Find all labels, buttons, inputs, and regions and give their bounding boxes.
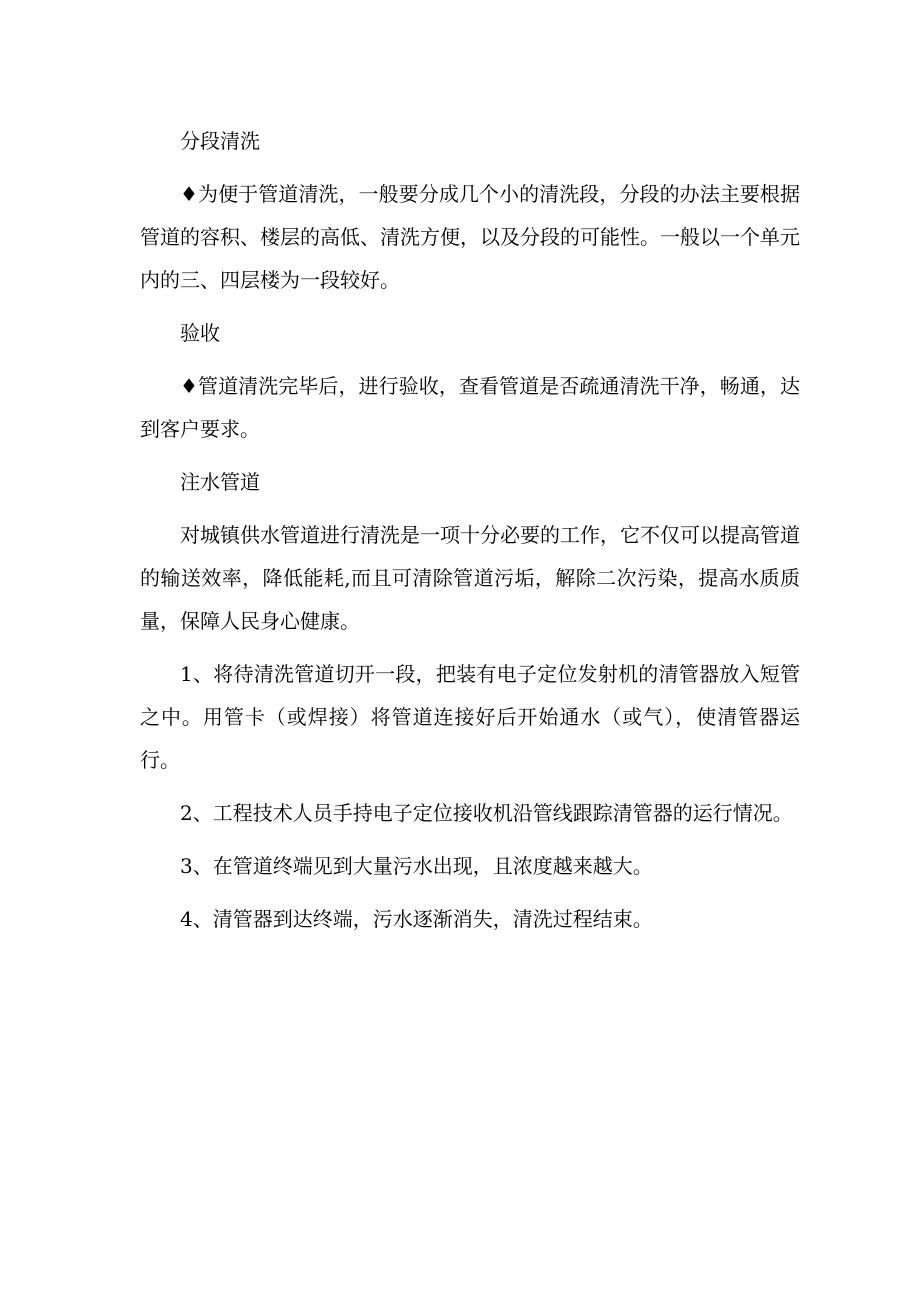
paragraph-acceptance: ♦管道清洗完毕后，进行验收，查看管道是否疏通清洗干净，畅通，达到客户要求。 xyxy=(140,374,800,441)
paragraph-step-4: 4、清管器到达终端，污水逐渐消失，清洗过程结束。 xyxy=(180,907,653,931)
paragraph-segment-cleaning: ♦为便于管道清洗，一般要分成几个小的清洗段，分段的办法主要根据管道的容积、楼层的高低、清洗方便，以及分段的可能性。一般以一个单元内的三、四层楼为一段较好。 xyxy=(140,182,800,292)
section-heading-acceptance: 验收 xyxy=(180,321,220,345)
paragraph-step-3: 3、在管道终端见到大量污水出现，且浓度越来越大。 xyxy=(180,854,653,878)
document-body xyxy=(140,120,800,951)
paragraph-step-1: 1、将待清洗管道切开一段，把装有电子定位发射机的清管器放入短管之中。用管卡（或焊接）将管道连接好后开始通水（或气），使清管器运行。 xyxy=(140,662,800,772)
section-heading-segment-cleaning: 分段清洗 xyxy=(180,129,260,153)
paragraph-water-pipeline-intro: 对城镇供水管道进行清洗是一项十分必要的工作，它不仅可以提高管道的输送效率，降低能耗,而且可清除管道污垢，解除二次污染，提高水质质量，保障人民身心健康。 xyxy=(140,523,800,633)
paragraph-step-2: 2、工程技术人员手持电子定位接收机沿管线跟踪清管器的运行情况。 xyxy=(180,801,793,825)
section-heading-water-pipeline: 注水管道 xyxy=(180,470,260,494)
